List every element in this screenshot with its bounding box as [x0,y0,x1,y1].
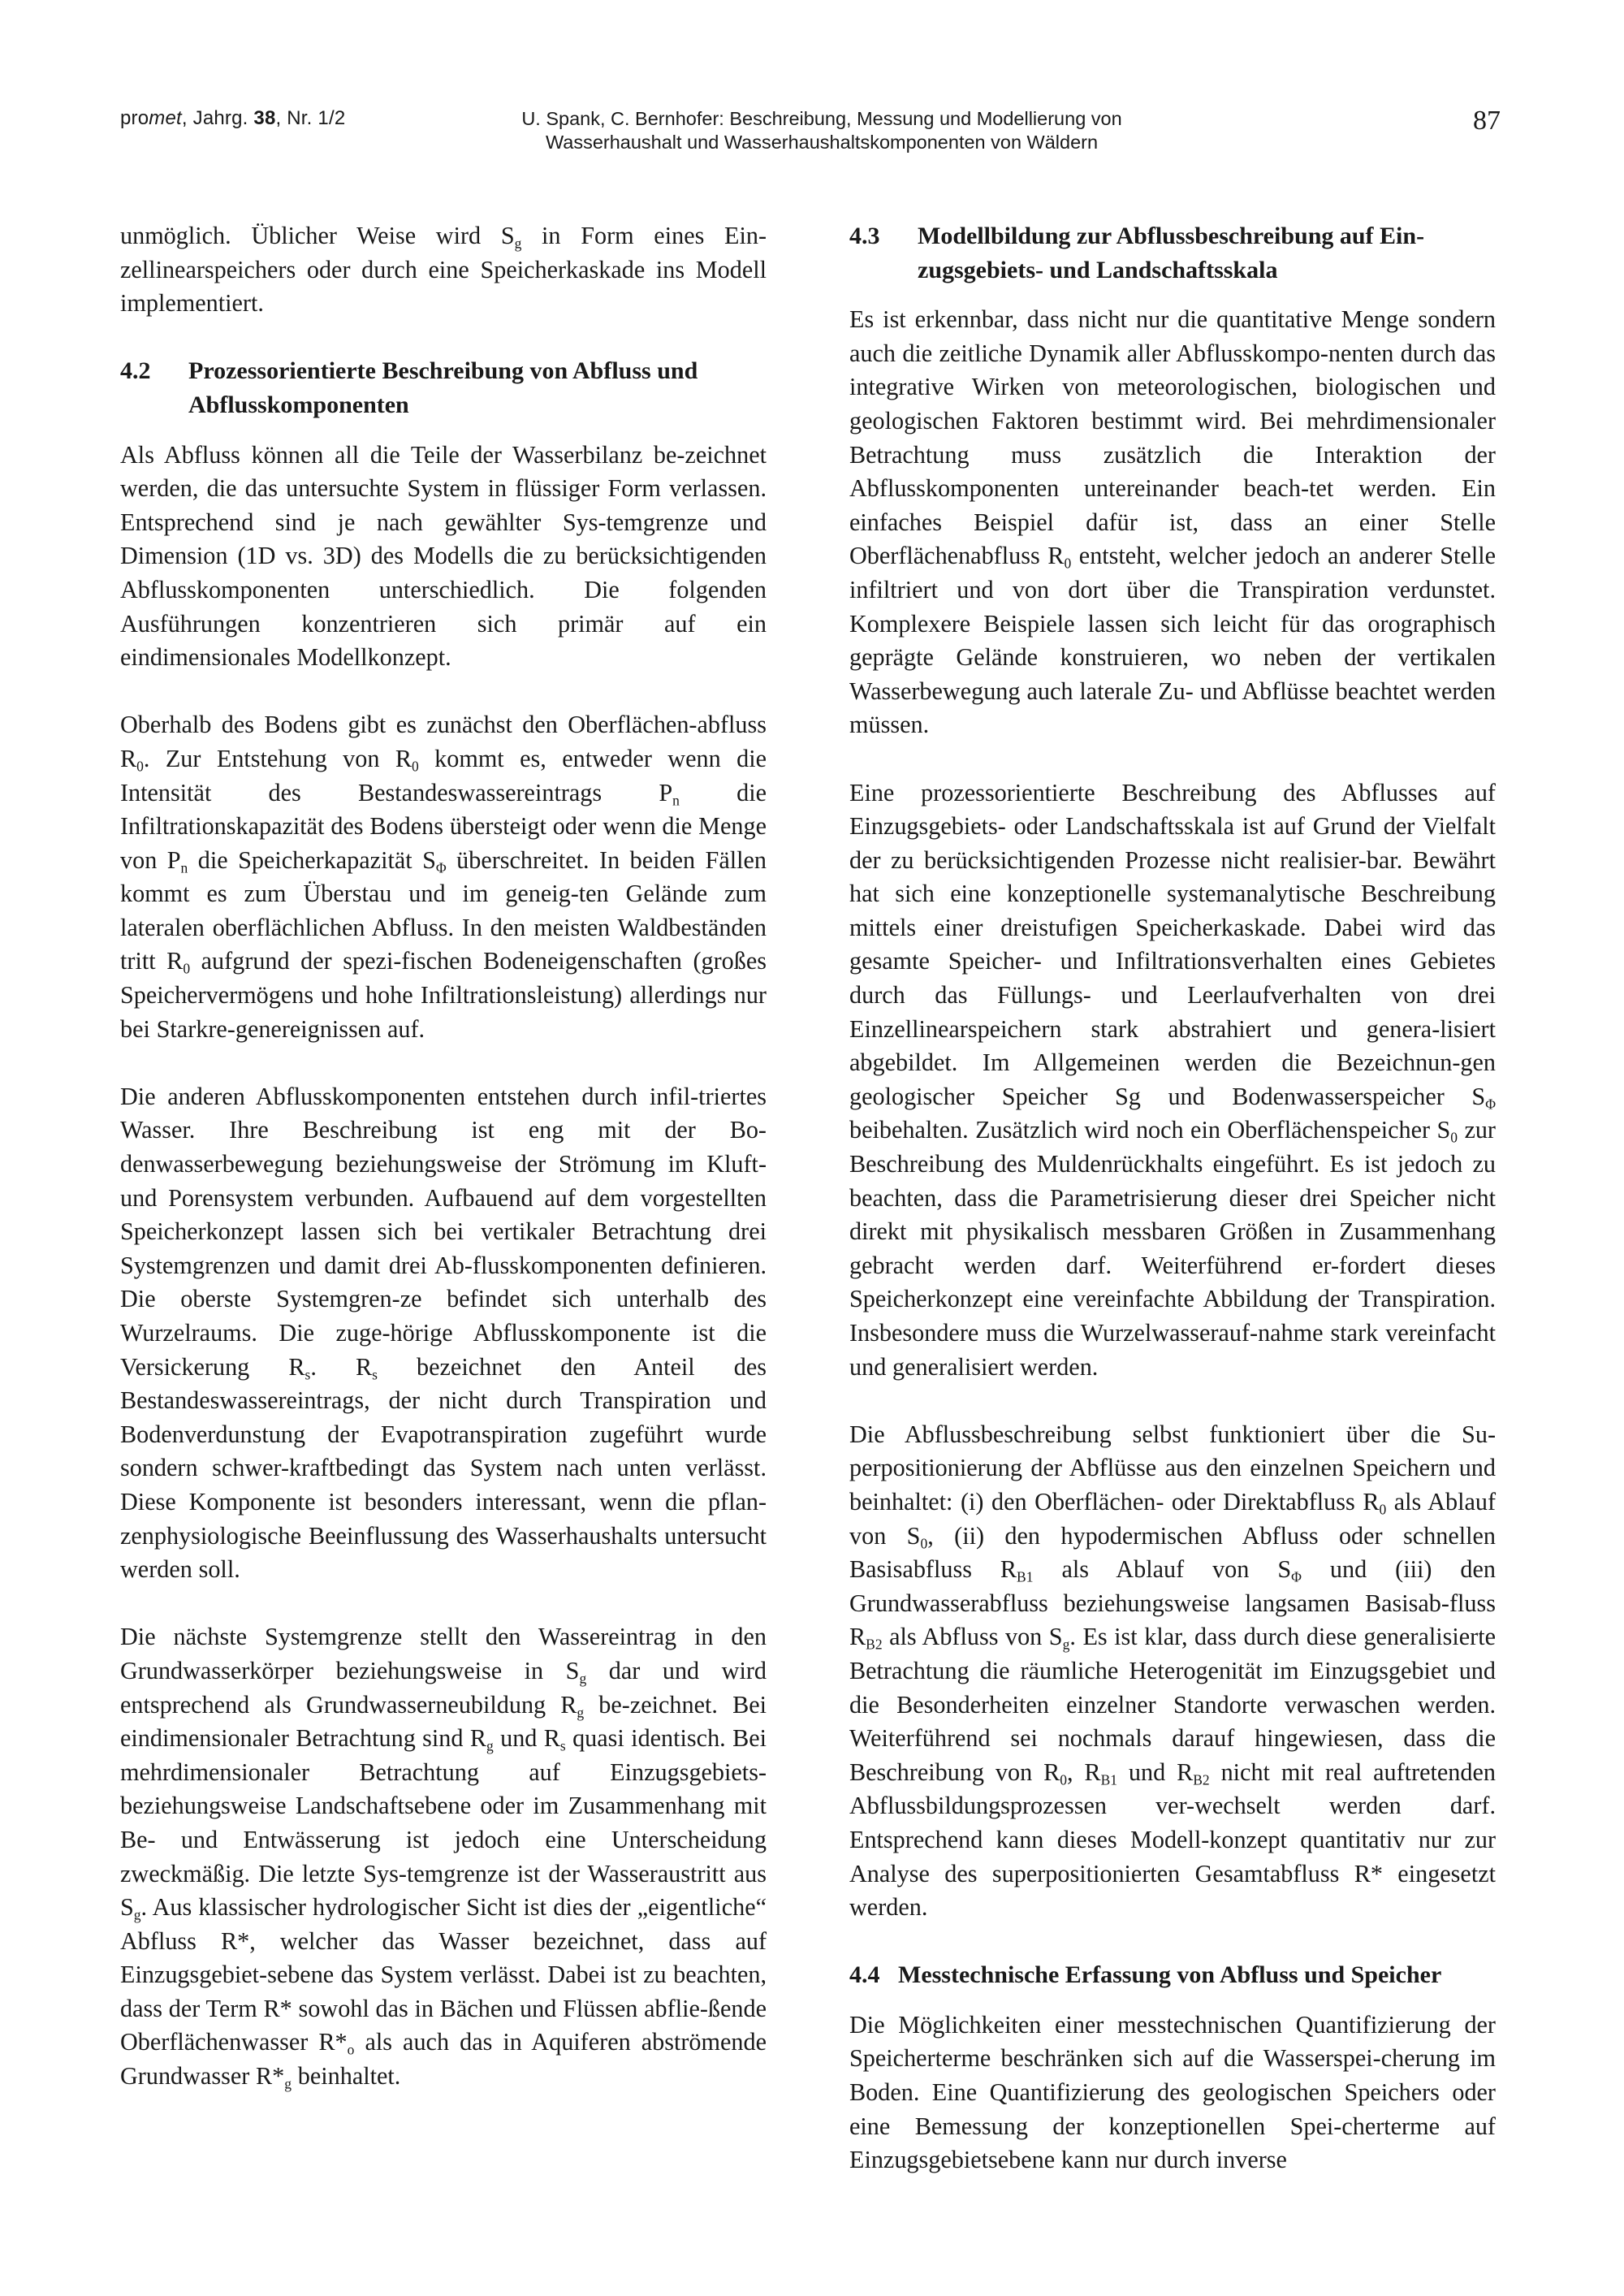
spacer [849,742,1496,776]
text-run: beinhaltet. [292,2062,401,2091]
paragraph [849,2008,1496,2177]
subscript: Φ [1485,1096,1496,1113]
subscript: B2 [1193,1771,1210,1788]
text-run: , (ii) den hypodermischen Abfluss oder schnellen Basisabfluss R [849,1521,1496,1584]
subscript: 0 [920,1535,928,1552]
subscript: B1 [1100,1771,1117,1788]
subscript: 0 [1450,1130,1458,1147]
journal-name-met: met [149,107,182,129]
journal-citation [120,107,345,130]
section-title: Modellbildung zur Abflussbeschreibung auf Ein-zugsgebiets- und Landschaftsskala [918,223,1425,283]
subscript: g [577,1704,585,1721]
text-run: Es ist erkennbar, dass nicht nur die quantitative Menge sondern auch die zeitliche Dynamik aller Abflusskompo-nenten durch das integrative Wirken von meteorologischen, biologischen und geologischen Faktoren bestimmt wird. Bei mehrdimensionaler Betrachtung muss zusätzlich die Interaktion der Abflusskomponenten untereinander beach-tet werden. Ein einfaches Beispiel dafür ist, dass an einer Stelle Oberflächenabfluss R [849,305,1496,570]
spacer [849,287,1496,303]
journal-issue: , Nr. 1/2 [275,107,346,129]
subscript: B1 [1017,1568,1034,1585]
text-run: bezeichnet den Anteil des Bestandeswassereintrags, der nicht durch Transpiration und Bodenverdunstung der Evapotranspiration zugeführt wurde sondern schwer-kraftbedingt das System nach unten verlässt. Diese Komponente ist besonders interessant, wenn die pflan-zenphysiologische Beeinflussung des Wasserhaushalts untersucht werden soll. [120,1352,767,1584]
text-run: als auch das in Aquiferen abströmende Grundwasser R* [120,2028,767,2091]
subscript: g [284,2075,292,2092]
subscript: 0 [183,961,191,978]
paragraph [120,1620,767,2093]
text-run: als Ablauf von S [849,1487,1497,1550]
section-heading [849,1958,1496,1992]
text-run: . Zur Entstehung von R [143,744,412,772]
text-run: Als Abfluss können all die Teile der Wasserbilanz be-zeichnet werden, die das untersuchte System in flüssiger Form verlassen. Entsprechend sind je nach gewählter Sys-temgrenze und Dimension (1D vs. 3D) des Modells die zu berücksichtigenden Abflusskomponenten unterschiedlich. Die folgenden Ausführungen konzentrieren sich primär auf ein eindimensionales Modellkonzept. [120,440,767,672]
text-run: . R [310,1352,373,1381]
subscript: n [180,859,188,876]
spacer [849,1384,1496,1418]
text-run: Die Möglichkeiten einer messtechnischen Quantifizierung der Speicherterme beschränken sich auf die Wasserspei-cherung im Boden. Eine Quantifizierung des geologischen Speichers oder eine Bemessung der konzeptionellen Spei-cherterme auf Einzugsgebietsebene kann nur durch inverse [849,2010,1496,2174]
text-run: beibehalten. Zusätzlich wird noch ein Oberflächenspeicher S [849,1116,1451,1144]
text-run: überschreitet. In beiden Fällen kommt es zum Überstau und im geneig-ten Gelände zum lateralen oberflächlichen Abfluss. In den meisten Waldbeständen tritt R [120,845,767,975]
text-run: , R [1066,1758,1101,1786]
section-title: Messtechnische Erfassung von Abfluss und Speicher [898,1961,1442,1989]
text-run: dar und wird entsprechend als Grundwasserneubildung R [120,1656,767,1719]
journal-volume: 38 [253,107,276,129]
subscript: 0 [411,758,419,775]
text-run: und (iii) den Grundwasserabfluss beziehungsweise langsamen Basisab-fluss R [849,1555,1496,1651]
journal-name-pro: pro [120,107,149,129]
text-run: unmöglich. Üblicher Weise wird S [120,222,515,249]
subscript: g [1062,1636,1070,1653]
spacer [849,1992,1496,2008]
subscript: 0 [136,758,144,775]
section-number: 4.4 [849,1961,880,1989]
subscript: Φ [1291,1568,1302,1585]
subscript: n [672,792,680,809]
journal-year-label: , Jahrg. [181,107,254,129]
running-title [505,107,1138,154]
text-run: . Es ist klar, dass durch diese generalisierte Betrachtung die räumliche Heterogenität im Einzugsgebiet und die Besonderheiten einzelner Standorte verwaschen werden. Weiterführend sei nochmals darauf hingewiesen, dass die Beschreibung von R [849,1623,1496,1786]
text-run: und R [493,1724,560,1753]
text-run: quasi identisch. Bei mehrdimensionaler Betrachtung auf Einzugsgebiets- beziehungsweise Landschaftsebene oder im Zusammenhang mit Be- und Entwässerung ist jedoch eine Unterscheidung zweckmäßig. Die letzte Sys-temgrenze ist der Wasseraustritt aus S [120,1724,767,1922]
running-title-line-1: U. Spank, C. Bernhofer: Beschreibung, Messung und Modellierung von [521,108,1122,129]
page-number: 87 [1473,106,1501,136]
text-run: Die nächste Systemgrenze stellt den Wassereintrag in den Grundwasserkörper beziehungsweise in S [120,1623,767,1684]
text-run: die Speicherkapazität S [188,845,436,874]
subscript: 0 [1060,1771,1067,1788]
paragraph [849,776,1496,1385]
spacer [120,321,767,355]
text-run: als Abfluss von S [882,1623,1063,1651]
running-header [120,106,1501,171]
subscript: s [559,1737,566,1754]
subscript: g [514,235,522,252]
subscript: B2 [866,1636,883,1653]
text-run: Die Abflussbeschreibung selbst funktioniert über die Su-perpositionierung der Abflüsse aus den einzelnen Speichern und beinhaltet: (i) den Oberflächen- oder Direktabfluss R [849,1420,1496,1516]
paragraph [849,303,1496,742]
text-run: als Ablauf von S [1033,1555,1292,1584]
section-number: 4.2 [120,357,151,385]
subscript: g [579,1670,587,1687]
paragraph [849,1418,1496,1925]
section-heading [849,219,1496,287]
subscript: g [486,1737,494,1754]
text-run: und R [1117,1758,1194,1786]
subscript: Φ [435,859,447,876]
section-heading [120,354,767,422]
subscript: 0 [1379,1501,1387,1518]
spacer [120,1046,767,1080]
subscript: s [304,1366,311,1383]
text-run: . Aus klassischer hydrologischer Sicht ist dies der „eigentliche“ Abfluss R*, welcher das Wasser bezeichnet, dass auf Einzugsgebiet-sebene das System verlässt. Dabei ist zu beachten, dass der Term R* sowohl das in Bächen und Flüssen abflie-ßende Oberflächenwasser R* [120,1893,767,2056]
left-column [120,219,767,2094]
paragraph [120,708,767,1046]
paragraph [120,219,767,321]
spacer [849,1925,1496,1959]
subscript: 0 [1064,555,1072,572]
section-title: Prozessorientierte Beschreibung von Abfluss und Abflusskomponenten [188,357,698,418]
text-run: Die anderen Abflusskomponenten entstehen durch infil-triertes Wasser. Ihre Beschreibung ist eng mit der Bo-denwasserbewegung beziehungsweise der Strömung im Kluft- und Porensystem verbunden. Aufbauend auf dem vorgestellten Speicherkonzept lassen sich bei vertikaler Betrachtung drei Systemgrenzen und damit drei Ab-flusskomponenten definieren. Die oberste Systemgren-ze befindet sich unterhalb des Wurzelraums. Die zuge-hörige Abflusskomponente ist die Versickerung R [120,1082,767,1381]
spacer [120,1587,767,1621]
paragraph [120,439,767,675]
text-run: in Form eines Ein-zellinearspeichers oder durch eine Speicherkaskade ins Modell implementiert. [120,222,767,318]
text-run: kommt es, entweder wenn die Intensität des Bestandeswassereintrags P [120,744,767,806]
subscript: s [372,1366,378,1383]
text-run: Oberhalb des Bodens gibt es zunächst den Oberflächen-abfluss R [120,711,767,772]
text-run: die Infiltrationskapazität des Bodens übersteigt oder wenn die Menge von P [120,778,767,874]
subscript: o [347,2042,355,2059]
spacer [120,675,767,709]
text-run: entsteht, welcher jedoch an anderer Stelle infiltriert und von dort über die Transpiration verdunstet. Komplexere Beispiele lassen sich leicht für das orographisch geprägte Gelände konstruieren, wo neben der vertikalen Wasserbewegung auch laterale Zu- und Abflüsse beachtet werden müssen. [849,542,1496,739]
paragraph [120,1080,767,1587]
text-run: zur Beschreibung des Muldenrückhalts eingeführt. Es ist jedoch zu beachten, dass die Parametrisierung dieser drei Speicher nicht direkt mit physikalisch messbaren Größen in Zusammenhang gebracht werden darf. Weiterführend er-fordert dieses Speicherkonzept eine vereinfachte Abbildung der Transpiration. Insbesondere muss die Wurzelwasserauf-nahme stark vereinfacht und generalisiert werden. [849,1116,1496,1381]
spacer [120,422,767,439]
running-title-line-2: Wasserhaushalt und Wasserhaushaltskomponenten von Wäldern [545,132,1099,153]
right-column [849,219,1496,2177]
text-run: be-zeichnet. Bei eindimensionaler Betrachtung sind R [120,1690,767,1753]
text-run: Eine prozessorientierte Beschreibung des Abflusses auf Einzugsgebiets- oder Landschaftsskala ist auf Grund der Vielfalt der zu berücksichtigenden Prozesse nicht realisier-bar. Bewährt hat sich eine konzeptionelle systemanalytische Beschreibung mittels einer dreistufigen Speicherkaskade. Dabei wird das gesamte Speicher- und Infiltrationsverhalten eines Gebietes durch das Füllungs- und Leerlaufverhalten von drei Einzellinearspeichern stark abstrahiert und genera-lisiert abgebildet. Im Allgemeinen werden die Bezeichnun-gen geologischer Speicher Sg und Bodenwasserspeicher S [849,778,1496,1110]
section-number: 4.3 [849,223,880,249]
subscript: g [133,1906,141,1923]
text-run: aufgrund der spezi-fischen Bodeneigenschaften (großes Speichervermögens und hohe Infiltrationsleistung) allerdings nur bei Starkre-genereignissen auf. [120,947,767,1043]
text-run: nicht mit real auftretenden Abflussbildungsprozessen ver-wechselt werden darf. Entsprechend kann dieses Modell-konzept quantitativ nur zur Analyse des superpositionierten Gesamtabfluss R* eingesetzt werden. [849,1758,1496,1922]
